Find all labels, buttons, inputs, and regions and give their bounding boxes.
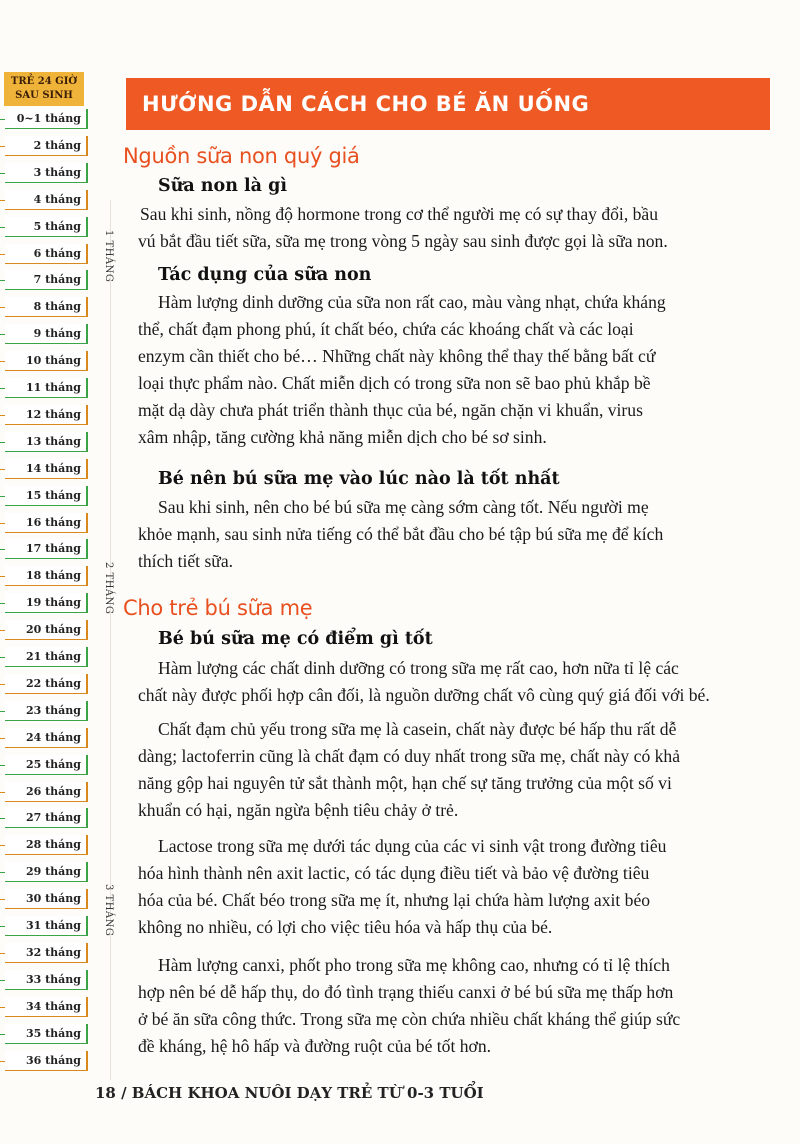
tab-tick-mark — [0, 442, 5, 443]
age-tab[interactable]: 12 tháng — [5, 405, 88, 425]
tab-tick-mark — [0, 334, 5, 335]
tab-tick-mark — [0, 146, 5, 147]
line: hóa hình thành nên axit lactic, có tác dụng điều tiết và bảo vệ đường tiêu — [138, 863, 650, 883]
section-1-subheading-2: Tác dụng của sữa non — [158, 265, 372, 285]
line: Chất đạm chủ yếu trong sữa mẹ là casein, chất này được bé hấp thu rất dễ — [158, 719, 677, 739]
age-tab[interactable]: 15 tháng — [5, 486, 88, 506]
tab-tick-mark — [0, 818, 5, 819]
age-tab[interactable]: 32 tháng — [5, 943, 88, 963]
line: Lactose trong sữa mẹ dưới tác dụng của các vi sinh vật trong đường tiêu — [158, 836, 667, 856]
line: Hàm lượng các chất dinh dưỡng có trong sữa mẹ rất cao, hơn nữa tỉ lệ các — [158, 658, 679, 678]
tab-tick-mark — [0, 307, 5, 308]
age-tab[interactable]: 17 tháng — [5, 539, 88, 559]
line: hợp nên bé dễ hấp thụ, do đó tình trạng thiếu canxi ở bé bú sữa mẹ thấp hơn — [138, 982, 674, 1002]
group-label-3-thang: 3 THÁNG — [103, 884, 114, 937]
tab-tick-mark — [0, 576, 5, 577]
tab-tick-mark — [0, 872, 5, 873]
age-tab[interactable]: 24 tháng — [5, 728, 88, 748]
age-tab[interactable]: 36 tháng — [5, 1051, 88, 1071]
age-tab[interactable]: 34 tháng — [5, 997, 88, 1017]
tab-tick-mark — [0, 738, 5, 739]
line: enzym cần thiết cho bé… Những chất này không thể thay thế bằng bất cứ — [138, 346, 656, 366]
tab-tick-mark — [0, 1034, 5, 1035]
age-tab[interactable]: 9 tháng — [5, 324, 88, 344]
line: thể, chất đạm phong phú, ít chất béo, chứa các khoáng chất và các loại — [138, 319, 634, 339]
tab-tick-mark — [0, 953, 5, 954]
tab-tick-mark — [0, 254, 5, 255]
tab-tick-mark — [0, 200, 5, 201]
tab-tick-mark — [0, 469, 5, 470]
tab-tick-mark — [0, 980, 5, 981]
age-tab[interactable]: 6 tháng — [5, 244, 88, 264]
tab-tick-mark — [0, 684, 5, 685]
tab-tick-mark — [0, 1007, 5, 1008]
line: khuẩn có hại, ngăn ngừa bệnh tiêu chảy ở trẻ. — [138, 800, 459, 820]
tab-tick-mark — [0, 415, 5, 416]
age-tab[interactable]: 18 tháng — [5, 566, 88, 586]
group-label-2-thang: 2 THÁNG — [103, 562, 114, 615]
sidebar-header — [4, 72, 84, 106]
age-tab[interactable]: 4 tháng — [5, 190, 88, 210]
section-1-title: Nguồn sữa non quý giá — [123, 144, 360, 168]
line: loại thực phẩm nào. Chất miễn dịch có trong sữa non sẽ bao phủ khắp bề — [138, 373, 651, 393]
group-label-1-thang: 1 THÁNG — [103, 230, 114, 283]
tab-tick-mark — [0, 845, 5, 846]
chapter-title: HƯỚNG DẪN CÁCH CHO BÉ ĂN UỐNG — [142, 92, 590, 116]
tab-tick-mark — [0, 523, 5, 524]
age-tab[interactable]: 23 tháng — [5, 701, 88, 721]
line: Sau khi sinh, nồng độ hormone trong cơ thể người mẹ có sự thay đổi, bầu — [140, 204, 659, 224]
age-tab[interactable]: 2 tháng — [5, 136, 88, 156]
sidebar-header-line-1: TRẺ 24 GIỜ — [10, 76, 78, 87]
line: ở bé ăn sữa công thức. Trong sữa mẹ còn chứa nhiều chất kháng thể giúp sức — [138, 1009, 681, 1029]
tab-tick-mark — [0, 926, 5, 927]
tab-tick-mark — [0, 280, 5, 281]
section-2-paragraph-2 — [138, 716, 778, 824]
sidebar-divider — [110, 200, 111, 1080]
age-tab[interactable]: 19 tháng — [5, 593, 88, 613]
tab-tick-mark — [0, 361, 5, 362]
tab-tick-mark — [0, 630, 5, 631]
age-tab[interactable]: 11 tháng — [5, 378, 88, 398]
section-1-paragraph-2 — [138, 289, 778, 451]
line: năng gộp hai nguyên tử sắt thành một, hạn chế sự tăng trưởng của một số vi — [138, 773, 672, 793]
line: thích tiết sữa. — [138, 551, 234, 571]
line: Sau khi sinh, nên cho bé bú sữa mẹ càng sớm càng tốt. Nếu người mẹ — [158, 497, 649, 517]
age-tab[interactable]: 13 tháng — [5, 432, 88, 452]
line: Hàm lượng dinh dưỡng của sữa non rất cao, màu vàng nhạt, chứa kháng — [158, 292, 666, 312]
tab-tick-mark — [0, 711, 5, 712]
age-tab[interactable]: 25 tháng — [5, 755, 88, 775]
age-tab[interactable]: 5 tháng — [5, 217, 88, 237]
section-1-paragraph-3 — [138, 494, 778, 575]
age-tab[interactable]: 21 tháng — [5, 647, 88, 667]
age-tab[interactable]: 7 tháng — [5, 270, 88, 290]
line: khỏe mạnh, sau sinh nửa tiếng có thể bắt đầu cho bé tập bú sữa mẹ để kích — [138, 524, 664, 544]
section-2-paragraph-4 — [138, 952, 778, 1060]
age-sidebar — [0, 0, 130, 1144]
section-2-paragraph-1 — [138, 655, 778, 709]
age-tab[interactable]: 26 tháng — [5, 782, 88, 802]
tab-tick-mark — [0, 1061, 5, 1062]
age-tab[interactable]: 31 tháng — [5, 916, 88, 936]
line: mặt dạ dày chưa phát triển thành thục của bé, ngăn chặn vi khuẩn, virus — [138, 400, 643, 420]
age-tab[interactable]: 30 tháng — [5, 889, 88, 909]
age-tab[interactable]: 8 tháng — [5, 297, 88, 317]
tab-tick-mark — [0, 657, 5, 658]
age-tab[interactable]: 10 tháng — [5, 351, 88, 371]
section-2-paragraph-3 — [138, 833, 778, 941]
section-2-title: Cho trẻ bú sữa mẹ — [123, 596, 313, 620]
line: hóa của bé. Chất béo trong sữa mẹ ít, nhưng lại chứa hàm lượng axit béo — [138, 890, 651, 910]
age-tab[interactable]: 28 tháng — [5, 835, 88, 855]
line: Hàm lượng canxi, phốt pho trong sữa mẹ không cao, nhưng có tỉ lệ thích — [158, 955, 670, 975]
sidebar-header-line-2: SAU SINH — [15, 90, 73, 101]
tab-tick-mark — [0, 119, 5, 120]
line: dàng; lactoferrin cũng là chất đạm có duy nhất trong sữa mẹ, chất này có khả — [138, 746, 681, 766]
section-1-paragraph-1 — [140, 201, 780, 255]
page-footer: 18 / BÁCH KHOA NUÔI DẠY TRẺ TỪ 0-3 TUỔI — [95, 1084, 484, 1102]
age-tab[interactable]: 35 tháng — [5, 1024, 88, 1044]
age-tab[interactable]: 16 tháng — [5, 513, 88, 533]
age-tab[interactable]: 29 tháng — [5, 862, 88, 882]
age-tab[interactable]: 33 tháng — [5, 970, 88, 990]
age-tab[interactable]: 0~1 tháng — [5, 109, 88, 129]
line: xâm nhập, tăng cường khả năng miễn dịch cho bé sơ sinh. — [138, 427, 547, 447]
section-1-subheading-3: Bé nên bú sữa mẹ vào lúc nào là tốt nhất — [158, 469, 560, 489]
age-tab[interactable]: 27 tháng — [5, 808, 88, 828]
tab-tick-mark — [0, 549, 5, 550]
tab-tick-mark — [0, 765, 5, 766]
section-2-subheading-1: Bé bú sữa mẹ có điểm gì tốt — [158, 629, 433, 649]
line: đề kháng, hệ hô hấp và đường ruột của bé tốt hơn. — [138, 1036, 492, 1056]
line: chất này được phối hợp cân đối, là nguồn dưỡng chất vô cùng quý giá đối với bé. — [138, 685, 710, 705]
line: vú bắt đầu tiết sữa, sữa mẹ trong vòng 5 ngày sau sinh được gọi là sữa non. — [138, 231, 668, 251]
age-tab[interactable]: 14 tháng — [5, 459, 88, 479]
section-1-subheading-1: Sữa non là gì — [158, 176, 287, 196]
tab-tick-mark — [0, 173, 5, 174]
tab-tick-mark — [0, 603, 5, 604]
age-tab[interactable]: 22 tháng — [5, 674, 88, 694]
age-tab[interactable]: 3 tháng — [5, 163, 88, 183]
tab-tick-mark — [0, 388, 5, 389]
tab-tick-mark — [0, 496, 5, 497]
tab-tick-mark — [0, 792, 5, 793]
tab-tick-mark — [0, 899, 5, 900]
tab-tick-mark — [0, 227, 5, 228]
line: không no nhiều, có lợi cho việc tiêu hóa và hấp thụ của bé. — [138, 917, 553, 937]
age-tab[interactable]: 20 tháng — [5, 620, 88, 640]
